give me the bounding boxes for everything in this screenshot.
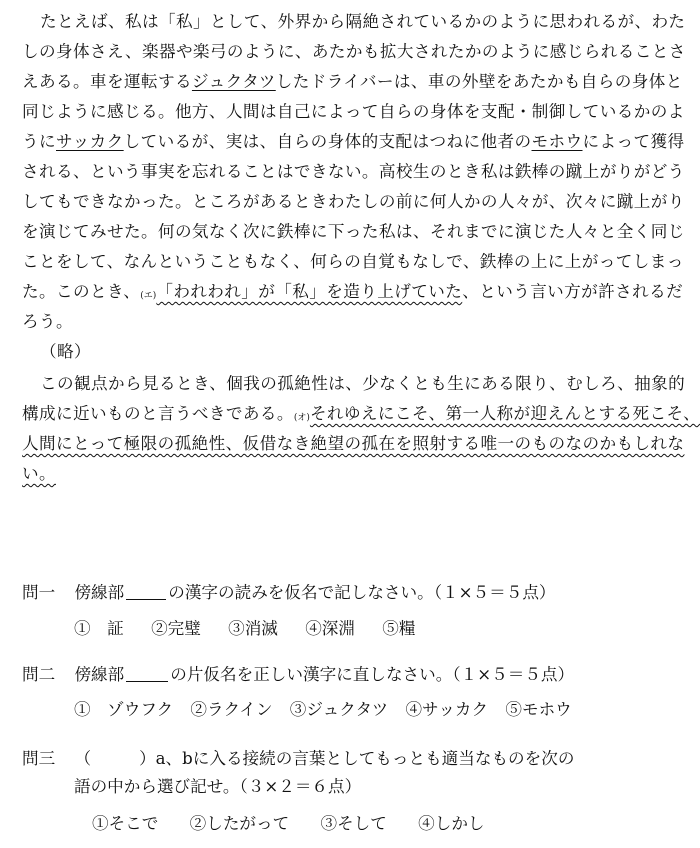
underlined-katakana: サッカク	[56, 132, 124, 151]
answer-paren-close: ）	[139, 749, 156, 768]
option-item: ⑤糧	[382, 619, 416, 638]
passage-text: えある。車を運転する	[22, 72, 192, 91]
question-text: 傍線部	[74, 583, 125, 602]
question-text: 語の中から選び記せ。（３×２＝６点）	[74, 777, 362, 796]
passage-line-1	[40, 12, 685, 32]
passage-line-14	[22, 434, 684, 454]
passage-text: この観点から見るとき、個我の孤絶性は、少なくとも生にある限り、むしろ、抽象的	[40, 374, 686, 393]
underline-blank	[126, 667, 168, 682]
passage-text: したドライバーは、車の外壁をあたかも自らの身体と	[275, 72, 683, 91]
passage-text: しているが、実は、自らの身体的支配はつねに他者の	[123, 132, 532, 151]
option-item: ① 証	[74, 619, 124, 638]
wavy-underlined-phrase: 人間にとって極限の孤絶性、仮借なき絶望の孤在を照射する唯一のものなのかもしれな	[22, 434, 685, 453]
passage-text: たとえば、私は「私」として、外界から隔絶されているかのように思われるが、わた	[40, 12, 686, 31]
option-item: ③そして	[320, 814, 387, 833]
wavy-underlined-phrase: い。	[22, 464, 56, 483]
passage-line-8	[22, 222, 685, 242]
question-number: 問三	[22, 749, 56, 768]
option-item: ④深淵	[305, 619, 355, 638]
passage-line-12	[40, 374, 685, 394]
question-number: 問二	[22, 665, 56, 684]
passage-line-10	[22, 282, 683, 306]
passage-text: うに	[22, 132, 56, 151]
passage-text: によって獲得	[582, 132, 685, 151]
passage-text: 同じように感じる。他方、人間は自己によって自らの身体を支配・制御しているかのよ	[22, 102, 685, 121]
question-1-options	[74, 619, 437, 639]
passage-line-11	[22, 312, 73, 332]
passage-text: しの身体さえ、楽器や楽弓のように、あたかも拡大されたかのように感じられることさ	[22, 42, 686, 61]
passage-line-15	[22, 464, 56, 484]
underlined-katakana: モホウ	[531, 132, 583, 151]
wavy-underlined-phrase: 「われわれ」が「私」を造り上げていた	[156, 282, 463, 301]
question-number: 問一	[22, 583, 56, 602]
passage-text: してもできなかった。ところがあるときわたしの前に何人かの人々が、次々に蹴上がり	[22, 192, 685, 211]
passage-line-13	[22, 404, 700, 428]
passage-text: 、という言い方が許されるだ	[462, 282, 684, 301]
underlined-katakana: ジュクタツ	[191, 72, 276, 91]
option-item: ④サッカク	[405, 700, 489, 719]
question-2-options	[74, 700, 572, 720]
option-item: ③ジュクタツ	[289, 700, 389, 719]
wavy-underlined-phrase: それゆえにこそ、第一人称が迎えんとする死こそ、	[309, 404, 700, 423]
passage-text: た。このとき、	[22, 282, 141, 301]
question-1	[22, 583, 556, 603]
passage-text: ことをして、なんということもなく、何らの自覚もなしで、鉄棒の上に上がってしまっ	[22, 252, 684, 271]
passage-line-6	[22, 162, 685, 182]
passage-line-5	[22, 132, 684, 152]
question-text: の漢字の読みを仮名で記しなさい。（１×５＝５点）	[168, 583, 556, 602]
option-item: ⑤モホウ	[505, 700, 572, 719]
question-text: 傍線部	[74, 665, 125, 684]
passage-text: ろう。	[22, 312, 73, 331]
passage-text: 構成に近いものと言うべきである。	[22, 404, 294, 423]
option-item: ②ラクイン	[190, 700, 273, 719]
option-item: ④しかし	[418, 814, 485, 833]
option-item: ① ゾウフク	[74, 700, 174, 719]
passage-line-7	[22, 192, 685, 212]
option-item: ③消滅	[228, 619, 278, 638]
omission-marker	[40, 342, 91, 362]
question-2	[22, 665, 574, 685]
passage-text: を演じてみせた。何の気なく次に鉄棒に下った私は、それまでに演じた人々と全く同じ	[22, 222, 685, 241]
option-item: ①そこで	[92, 814, 159, 833]
passage-line-2	[22, 42, 686, 62]
passage-line-4	[22, 102, 685, 122]
option-item: ②完璧	[151, 619, 201, 638]
question-3	[22, 749, 574, 769]
question-text: の片仮名を正しい漢字に直しなさい。（１×５＝５点）	[170, 665, 575, 684]
omission-text: （略）	[40, 342, 91, 361]
marker-e: (エ)	[140, 291, 157, 301]
passage-text: される、という事実を忘れることはできない。高校生のとき私は鉄棒の蹴上がりがどう	[22, 162, 685, 181]
passage-line-9	[22, 252, 684, 272]
question-text: a、bに入る接続の言葉としてもっとも適当なものを次の	[155, 749, 575, 768]
option-item: ②したがって	[189, 814, 290, 833]
passage-line-3	[22, 72, 683, 92]
answer-paren-open: （	[74, 749, 92, 768]
question-3-line-2	[74, 777, 361, 797]
marker-o: (オ)	[293, 413, 310, 423]
underline-blank	[126, 585, 166, 600]
question-3-options	[92, 814, 485, 834]
